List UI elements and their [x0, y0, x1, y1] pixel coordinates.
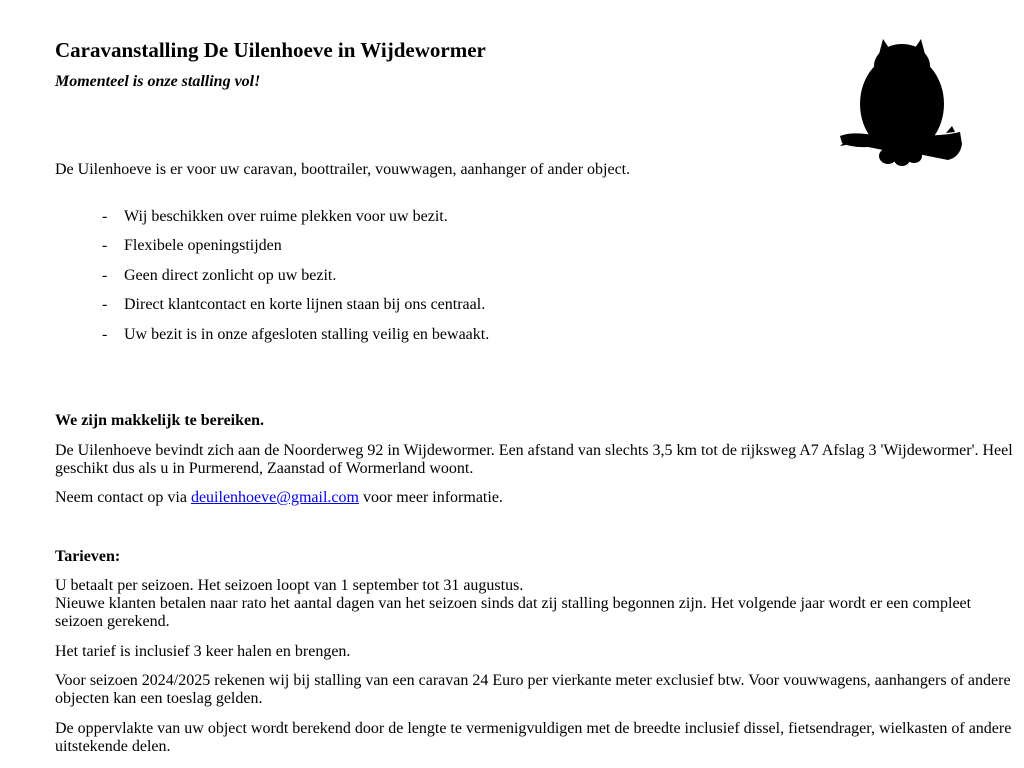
list-bullet: - — [102, 325, 108, 343]
intro-text: De Uilenhoeve is er voor uw caravan, boottrailer, vouwwagen, aanhanger of ander object. — [55, 161, 631, 178]
email-link[interactable]: deuilenhoeve@gmail.com — [190, 489, 359, 506]
contact-suffix: voor meer informatie. — [358, 489, 503, 506]
rates-season-text — [55, 577, 1017, 631]
feature-text: Flexibele openingstijden — [124, 237, 282, 255]
list-bullet: - — [102, 266, 108, 284]
list-item — [102, 208, 489, 237]
list-item — [102, 296, 489, 325]
feature-list — [102, 208, 489, 355]
feature-text: Wij beschikken over ruime plekken voor uw bezit. — [124, 208, 448, 225]
list-bullet: - — [102, 296, 108, 314]
new-customers-line: Nieuwe klanten betalen naar rato het aantal dagen van het seizoen sinds dat zij stalling begonnen zijn. Het volgende jaar wordt er een compleet seizoen gerekend. — [55, 595, 972, 630]
list-item — [102, 237, 489, 266]
contact-prefix: Neem contact op via — [55, 489, 191, 506]
rates-included-text: Het tarief is inclusief 3 keer halen en brengen. — [55, 643, 351, 660]
feature-text: Uw bezit is in onze afgesloten stalling veilig en bewaakt. — [124, 325, 490, 343]
rates-surface-text: De oppervlakte van uw object wordt berekend door de lengte te vermenigvuldigen met de breedte inclusief dissel, fietsendrager, wielkasten of andere uitstekende delen. — [55, 720, 1012, 755]
rates-heading: Tarieven: — [55, 548, 121, 565]
page-title: Caravanstalling De Uilenhoeve in Wijdewormer — [55, 38, 486, 62]
list-bullet: - — [102, 208, 108, 225]
feature-text: Direct klantcontact en korte lijnen staan bij ons centraal. — [124, 296, 486, 314]
location-text: De Uilenhoeve bevindt zich aan de Noorderweg 92 in Wijdewormer. Een afstand van slechts 3,5 km tot de rijksweg A7 Afslag 3 'Wijdewormer'. Heel geschikt dus als u in Purmerend, Zaanstad of Wormerland woont. — [55, 442, 1013, 477]
location-heading: We zijn makkelijk te bereiken. — [55, 412, 265, 429]
list-item — [102, 326, 489, 355]
owl-icon — [838, 36, 964, 166]
rates-price-text: Voor seizoen 2024/2025 rekenen wij bij stalling van een caravan 24 Euro per vierkante meter exclusief btw. Voor vouwwagens, aanhangers of andere objecten kan een toeslag gelden. — [55, 672, 1011, 707]
list-bullet: - — [102, 237, 108, 255]
contact-line — [55, 489, 1017, 507]
status-notice: Momenteel is onze stalling vol! — [55, 73, 261, 90]
season-line: U betaalt per seizoen. Het seizoen loopt van 1 september tot 31 augustus. — [55, 577, 524, 594]
list-item — [102, 267, 489, 296]
feature-text: Geen direct zonlicht op uw bezit. — [124, 266, 337, 284]
